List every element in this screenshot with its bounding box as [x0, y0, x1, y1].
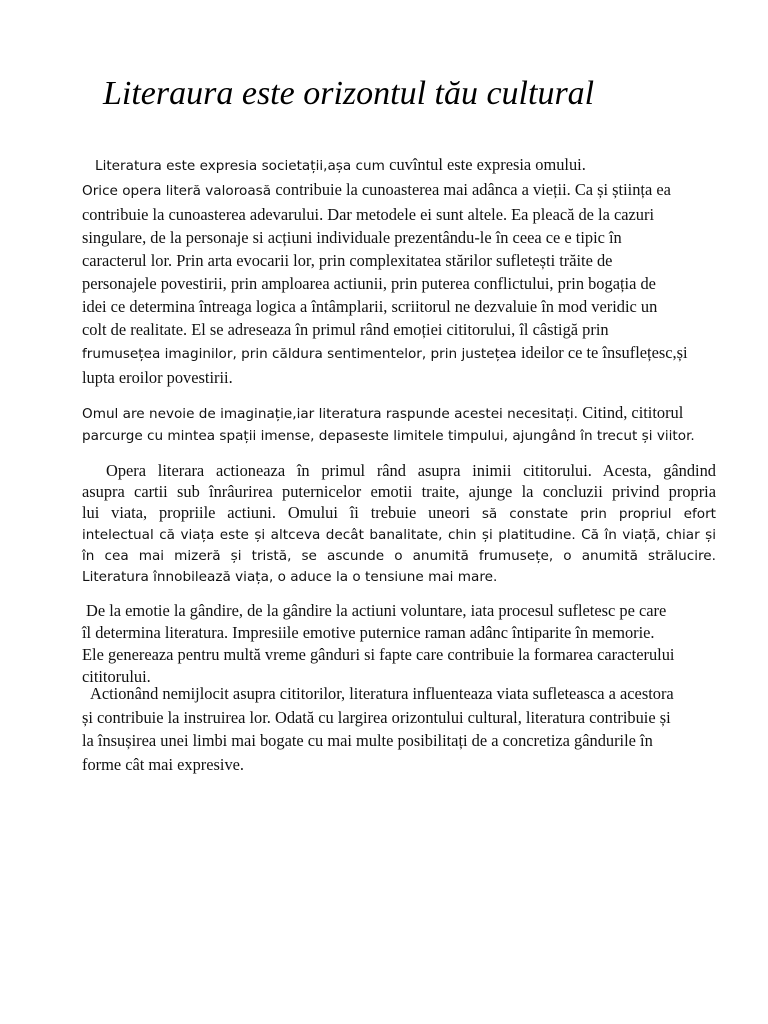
text-line: cititorului.	[82, 667, 151, 686]
text-line: Ele genereaza pentru multă vreme gânduri si fapte care contribuie la formarea caracterului	[82, 645, 675, 664]
text-line: contribuie la cunoasterea adevarului. Dar metodele ei sunt altele. Ea pleacă de la cazuri	[82, 205, 655, 224]
document-title: Literaura este orizontul tău cultural	[103, 75, 595, 112]
text-run: Literatura este expresia societații,așa cum	[95, 158, 390, 174]
text-line: De la emotie la gândire, de la gândire la actiuni voluntare, iata procesul sufletesc pe care	[86, 601, 667, 620]
text-line: colt de realitate. El se adreseaza în primul rând emoției cititorului, îl câstigă prin	[82, 320, 609, 339]
paragraph-1	[82, 153, 716, 389]
text-line: singulare, de la personaje si acțiuni individuale prezentându-le în ceea ce e tipic în	[82, 228, 622, 247]
text-run: contribuie la cunoasterea mai adânca a vieții. Ca și știința ea	[275, 180, 671, 199]
text-line: și contribuie la instruirea lor. Odată cu largirea orizontului cultural, literatura contribuie și	[82, 707, 671, 727]
text-line: caracterul lor. Prin arta evocarii lor, prin complexitatea stărilor sufletești trăite de	[82, 251, 613, 270]
text-line	[82, 178, 716, 203]
text-line: parcurge cu mintea spații imense, depaseste limitele timpului, ajungând în trecut și viitor.	[82, 428, 695, 444]
text-line: intelectual că viața este și altceva decât banalitate, chin și platitudine. Că în viață, chiar și	[82, 527, 716, 543]
paragraph-5	[82, 682, 716, 776]
text-run: frumusețea imaginilor, prin căldura sentimentelor, prin justețea	[82, 346, 521, 362]
text-run: ideilor ce te însuflețesc,și	[520, 343, 688, 362]
text-line: lupta eroilor povestirii.	[82, 368, 233, 387]
text-run: lui viata, propriile actiuni. Omului îi trebuie uneori	[82, 503, 482, 522]
paragraph-4	[82, 600, 716, 688]
text-line: asupra cartii sub înrâurirea puternicelor emotii traite, ajunge la concluzii privind propria	[82, 482, 716, 501]
text-line: forme cât mai expresive.	[82, 754, 245, 774]
text-line: în cea mai mizeră și tristă, se ascunde o anumită frumusețe, o anumită strălucire.	[82, 548, 716, 564]
text-run: Omul are nevoie de imaginație,iar literatura raspunde acestei necesitați.	[82, 406, 583, 422]
text-line: Opera literara actioneaza în primul rând asupra inimii cititorului. Acesta, gândind	[106, 461, 716, 480]
text-line: personajele povestirii, prin amploarea actiunii, prin puterea conflictului, prin bogația de	[82, 274, 656, 293]
text-line	[82, 153, 716, 178]
text-line	[82, 402, 716, 425]
text-run: Orice opera literă valoroasă	[82, 183, 276, 199]
text-line: Literatura înnobilează viața, o aduce la o tensiune mai mare.	[82, 569, 498, 585]
text-line: idei ce determina întreaga logica a întâmplarii, scriitorul ne dezvaluie în mod veridic un	[82, 297, 658, 316]
text-run: să constate prin propriul efort	[481, 506, 716, 522]
text-line	[82, 502, 716, 525]
paragraph-3	[82, 460, 716, 588]
text-run: cuvîntul este expresia omului.	[389, 155, 586, 174]
text-line: la însușirea unei limbi mai bogate cu mai multe posibilitați de a concretiza gândurile în	[82, 731, 653, 750]
text-line: îl determina literatura. Impresiile emotive puternice raman adânc întiparite în memorie.	[82, 623, 655, 642]
text-run: Citind, cititorul	[582, 403, 684, 422]
text-line: Actionând nemijlocit asupra cititorilor, literatura influenteaza viata sufleteasca a acestora	[90, 684, 674, 703]
text-line	[82, 341, 716, 366]
paragraph-2	[82, 402, 716, 447]
